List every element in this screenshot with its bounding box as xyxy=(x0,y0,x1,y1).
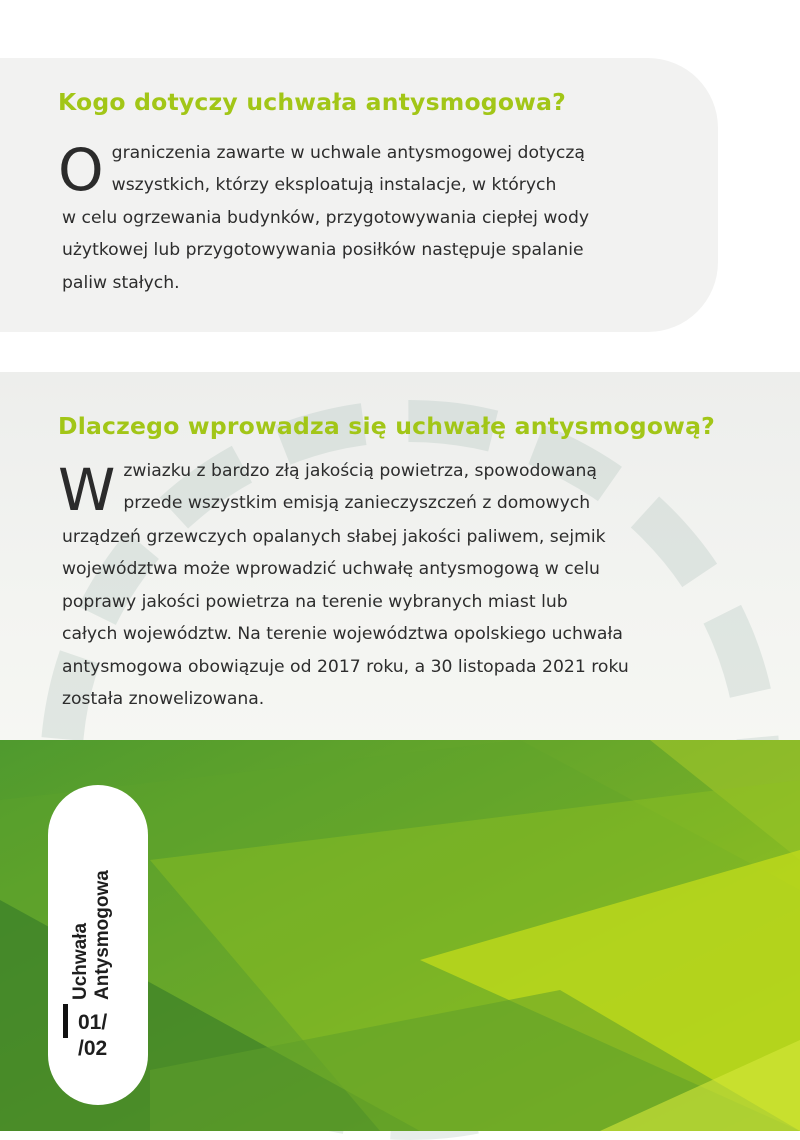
paragraph-line: wszystkich, którzy eksploatują instalacje, w których xyxy=(111,175,557,196)
drop-cap: O xyxy=(58,136,104,204)
paragraph-line: graniczenia zawarte w uchwale antysmogowej dotyczą xyxy=(111,143,585,163)
chapter-tab-title xyxy=(70,870,114,1000)
chapter-tab-divider xyxy=(63,1004,68,1038)
paragraph-line: w celu ogrzewania budynków, przygotowywania ciepłej wody xyxy=(62,207,590,228)
section-2-paragraph xyxy=(58,455,752,715)
chapter-tab-title-line2: Antysmogowa xyxy=(92,870,113,1000)
paragraph-line: zwiazku z bardzo złą jakością powietrza, spowodowaną xyxy=(123,461,597,481)
paragraph-line: paliw stałych. xyxy=(62,272,180,293)
paragraph-line: antysmogowa obowiązuje od 2017 roku, a 30 listopada 2021 roku xyxy=(62,656,629,677)
page-number xyxy=(78,1010,107,1062)
paragraph-line: została znowelizowana. xyxy=(62,689,265,710)
paragraph-line: urządzeń grzewczych opalanych słabej jakości paliwem, sejmik xyxy=(62,527,606,547)
page-number-line1: 01/ xyxy=(78,1011,108,1034)
page-number-line2: /02 xyxy=(78,1037,108,1060)
chapter-tab-title-line1: Uchwała xyxy=(70,922,91,1000)
paragraph-line: poprawy jakości powietrza na terenie wybranych miast lub xyxy=(62,591,568,612)
paragraph-line: całych województw. Na terenie województwa opolskiego uchwała xyxy=(62,624,623,645)
paragraph-line: użytkowej lub przygotowywania posiłków następuje spalanie xyxy=(62,240,584,261)
paragraph-line: przede wszystkim emisją zanieczyszczeń z domowych xyxy=(123,493,591,514)
section-1-heading: Kogo dotyczy uchwała antysmogowa? xyxy=(58,88,566,116)
paragraph-line: województwa może wprowadzić uchwałę antysmogową w celu xyxy=(62,559,600,580)
section-2-heading: Dlaczego wprowadza się uchwałę antysmogową? xyxy=(58,412,715,440)
section-1-paragraph xyxy=(58,136,682,299)
drop-cap: W xyxy=(58,456,116,524)
